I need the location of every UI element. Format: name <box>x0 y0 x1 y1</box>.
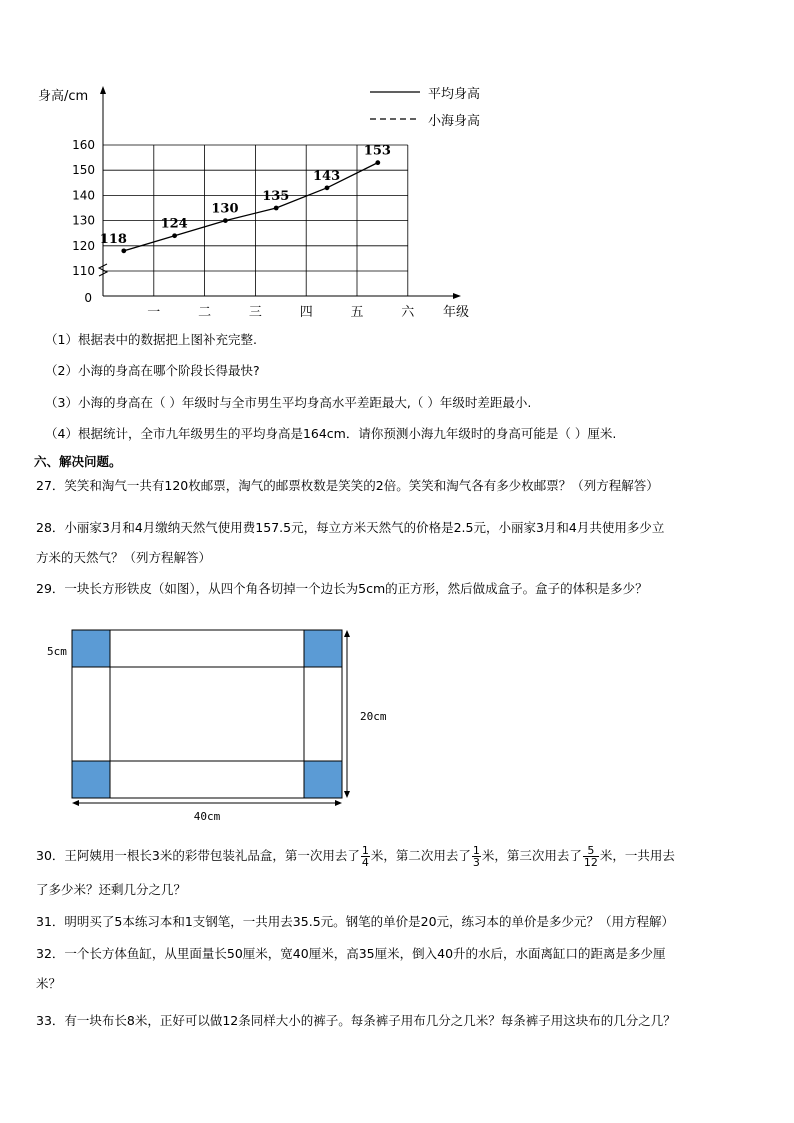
x-axis-label: 年级 <box>443 305 470 320</box>
fraction-five-twelfths: $\frac{5}{12}$ <box>583 844 598 869</box>
data-label: 153 <box>363 143 391 159</box>
y-tick-label: 150 <box>72 163 95 178</box>
data-label: 118 <box>99 231 127 247</box>
legend-entry-average: 平均身高 <box>428 87 481 102</box>
question-3: （3）小海的身高在（ ）年级时与全市男生平均身高水平差距最大,（ ）年级时差距最小. <box>45 395 532 410</box>
y-tick-label: 160 <box>72 138 95 152</box>
question-1: （1）根据表中的数据把上图补充完整. <box>45 332 257 347</box>
iron-sheet-figure <box>40 620 400 830</box>
y-origin-label: 0 <box>84 291 92 305</box>
sheet-rectangle <box>72 630 342 798</box>
question-27: 27．笑笑和淘气一共有120枚邮票，淘气的邮票枚数是笑笑的2倍。笑笑和淘气各有多少枚邮票？（列方程解答） <box>36 478 659 493</box>
data-label: 143 <box>313 168 341 184</box>
x-tick-label: 三 <box>248 305 262 320</box>
question-31: 31．明明买了5本练习本和1支钢笔，一共用去35.5元。钢笔的单价是20元，练习本的单价是多少元？（用方程解） <box>36 914 675 929</box>
data-point <box>121 248 126 253</box>
corner-square-top-left <box>72 630 110 667</box>
data-label: 130 <box>211 201 239 217</box>
data-point <box>223 218 228 223</box>
data-label: 135 <box>262 189 290 204</box>
question-28-line1: 28．小丽家3月和4月缴纳天然气使用费157.5元，每立方米天然气的价格是2.5元，小丽家3月和4月共使用多少立 <box>36 520 665 535</box>
width-label: 40cm <box>193 810 221 823</box>
data-point <box>325 185 330 190</box>
y-tick-label: 120 <box>72 238 95 253</box>
chart-grid <box>103 145 408 296</box>
question-30-line1: 30．王阿姨用一根长3米的彩带包装礼品盒，第一次用去了 $\frac{1}{4}$ 米，第二次用去了 $\frac{1}{3}$ 米，第三次用去了 $\frac{5}{12}$ 米，一共用去 <box>36 844 675 869</box>
corner-size-label: 5cm <box>47 645 67 658</box>
question-28-line2: 方米的天然气？（列方程解答） <box>36 550 212 565</box>
x-tick-label: 四 <box>299 305 313 320</box>
question-29: 29．一块长方形铁皮（如图），从四个角各切掉一个边长为5cm的正方形，然后做成盒子。盒子的体积是多少？ <box>36 581 648 596</box>
corner-square-bottom-right <box>304 761 342 798</box>
x-tick-label: 五 <box>350 305 364 320</box>
x-tick-label: 一 <box>147 305 161 320</box>
y-axis-arrow <box>100 86 106 94</box>
height-label: 20cm <box>360 710 387 723</box>
question-32-line2: 米？ <box>36 976 62 991</box>
chart-legend <box>370 86 480 129</box>
question-2: （2）小海的身高在哪个阶段长得最快? <box>45 363 260 378</box>
x-axis-arrow <box>453 293 461 299</box>
legend-entry-xiaohai: 小海身高 <box>428 114 481 129</box>
data-label: 124 <box>160 216 188 232</box>
x-tick-label: 六 <box>401 305 415 320</box>
question-33: 33．有一块布长8米，正好可以做12条同样大小的裤子。每条裤子用布几分之几米？每条裤子用这块布的几分之几？ <box>36 1013 676 1028</box>
y-tick-label: 140 <box>72 188 95 203</box>
x-tick-label: 二 <box>198 305 212 320</box>
corner-square-top-right <box>304 630 342 667</box>
height-line-chart <box>30 78 500 328</box>
data-point <box>172 233 177 238</box>
fraction-one-third: $\frac{1}{3}$ <box>472 844 480 869</box>
y-tick-label: 130 <box>72 213 95 228</box>
question-32-line1: 32．一个长方体鱼缸，从里面量长50厘米，宽40厘米，高35厘米，倒入40升的水后，水面离缸口的距离是多少厘 <box>36 946 666 961</box>
question-30-line2: 了多少米？还剩几分之几？ <box>36 882 187 897</box>
question-4: （4）根据统计，全市九年级男生的平均身高是164cm．请你预测小海九年级时的身高可能是（ ）厘米. <box>45 426 617 441</box>
fraction-one-quarter: $\frac{1}{4}$ <box>361 844 369 869</box>
y-tick-label: 110 <box>72 264 95 278</box>
data-point <box>274 206 279 211</box>
axis-break-mark <box>99 264 107 276</box>
y-axis-label: 身高/cm <box>38 89 89 104</box>
section-heading: 六、解决问题。 <box>34 454 122 469</box>
data-point <box>375 160 380 165</box>
corner-square-bottom-left <box>72 761 110 798</box>
